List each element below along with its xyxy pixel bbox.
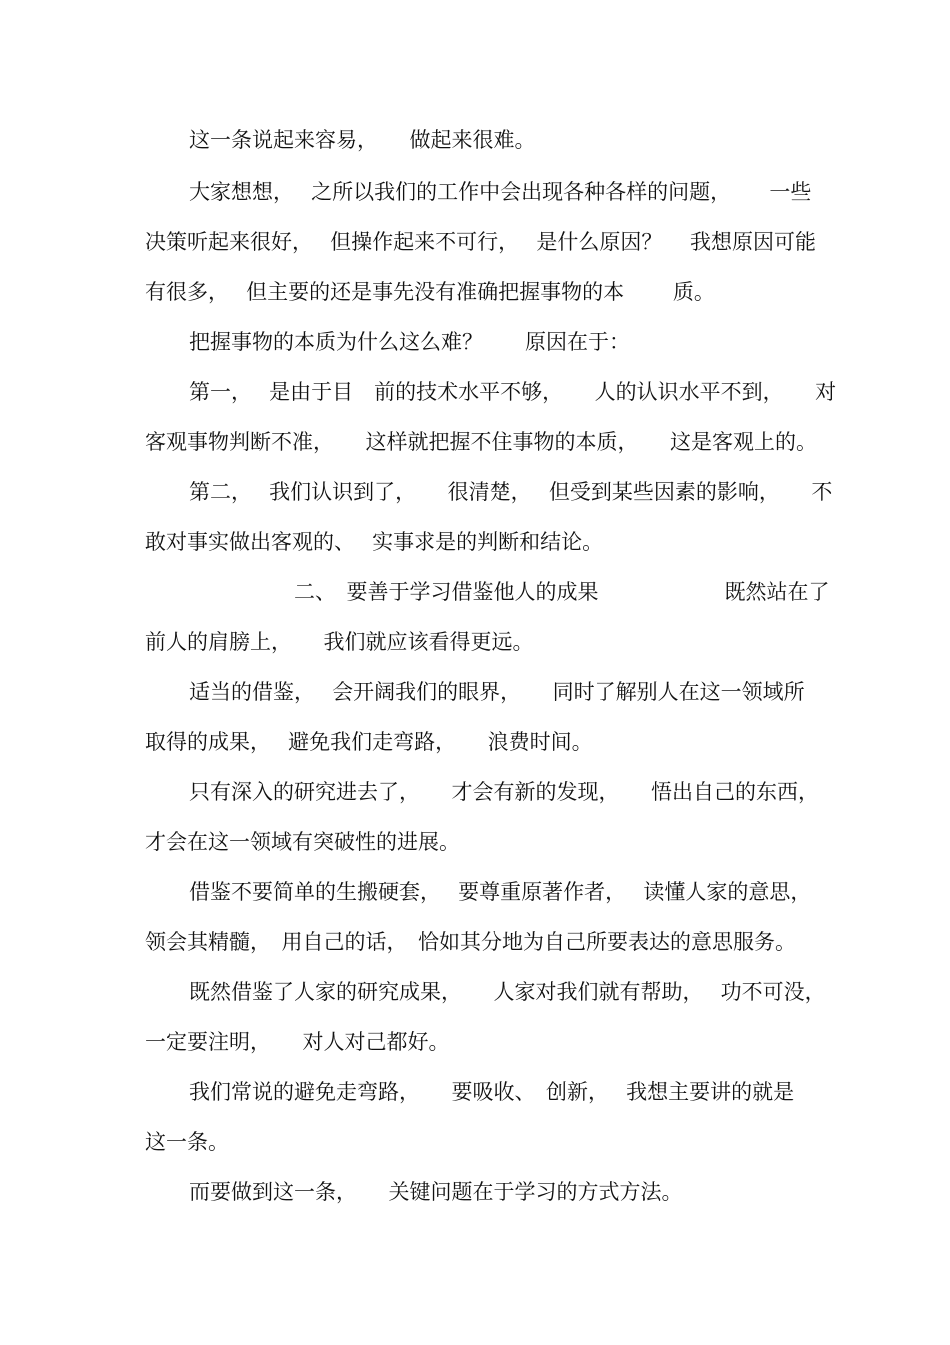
text-line: 取得的成果， 避免我们走弯路， 浪费时间。: [145, 730, 593, 754]
text-line: 决策听起来很好， 但操作起来不可行， 是什么原因？ 我想原因可能: [145, 230, 817, 254]
text-line: 适当的借鉴， 会开阔我们的眼界， 同时了解别人在这一领域所: [189, 680, 805, 704]
text-line: 才会在这一领域有突破性的进展。: [145, 830, 460, 854]
text-line: 一定要注明， 对人对己都好。: [145, 1030, 450, 1054]
text-line: 这一条说起来容易， 做起来很难。: [189, 128, 536, 152]
text-line: 大家想想， 之所以我们的工作中会出现各种各样的问题， 一些: [189, 180, 812, 204]
text-line: 领会其精髓， 用自己的话， 恰如其分地为自己所要表达的意思服务。: [145, 930, 796, 954]
text-line: 敢对事实做出客观的、 实事求是的判断和结论。: [145, 530, 604, 554]
text-line: 只有深入的研究进去了， 才会有新的发现， 悟出自己的东西，: [189, 780, 819, 804]
section-heading-line: 二、 要善于学习借鉴他人的成果 既然站在了: [189, 580, 830, 604]
text-line: 第二， 我们认识到了， 很清楚， 但受到某些因素的影响， 不: [189, 480, 833, 504]
text-line: 客观事物判断不准， 这样就把握不住事物的本质， 这是客观上的。: [145, 430, 817, 454]
text-line: 而要做到这一条， 关键问题在于学习的方式方法。: [189, 1180, 683, 1204]
text-line: 这一条。: [145, 1130, 229, 1154]
text-line: 借鉴不要简单的生搬硬套， 要尊重原著作者， 读懂人家的意思，: [189, 880, 812, 904]
text-line: 把握事物的本质为什么这么难？ 原因在于：: [189, 330, 630, 354]
text-line: 前人的肩膀上， 我们就应该看得更远。: [145, 630, 534, 654]
text-line: 我们常说的避免走弯路， 要吸收、 创新， 我想主要讲的就是: [189, 1080, 795, 1104]
text-line: 第一， 是由于目 前的技术水平不够， 人的认识水平不到， 对: [189, 380, 837, 404]
text-line: 既然借鉴了人家的研究成果， 人家对我们就有帮助， 功不可没，: [189, 980, 826, 1004]
text-line: 有很多， 但主要的还是事先没有准确把握事物的本 质。: [145, 280, 715, 304]
